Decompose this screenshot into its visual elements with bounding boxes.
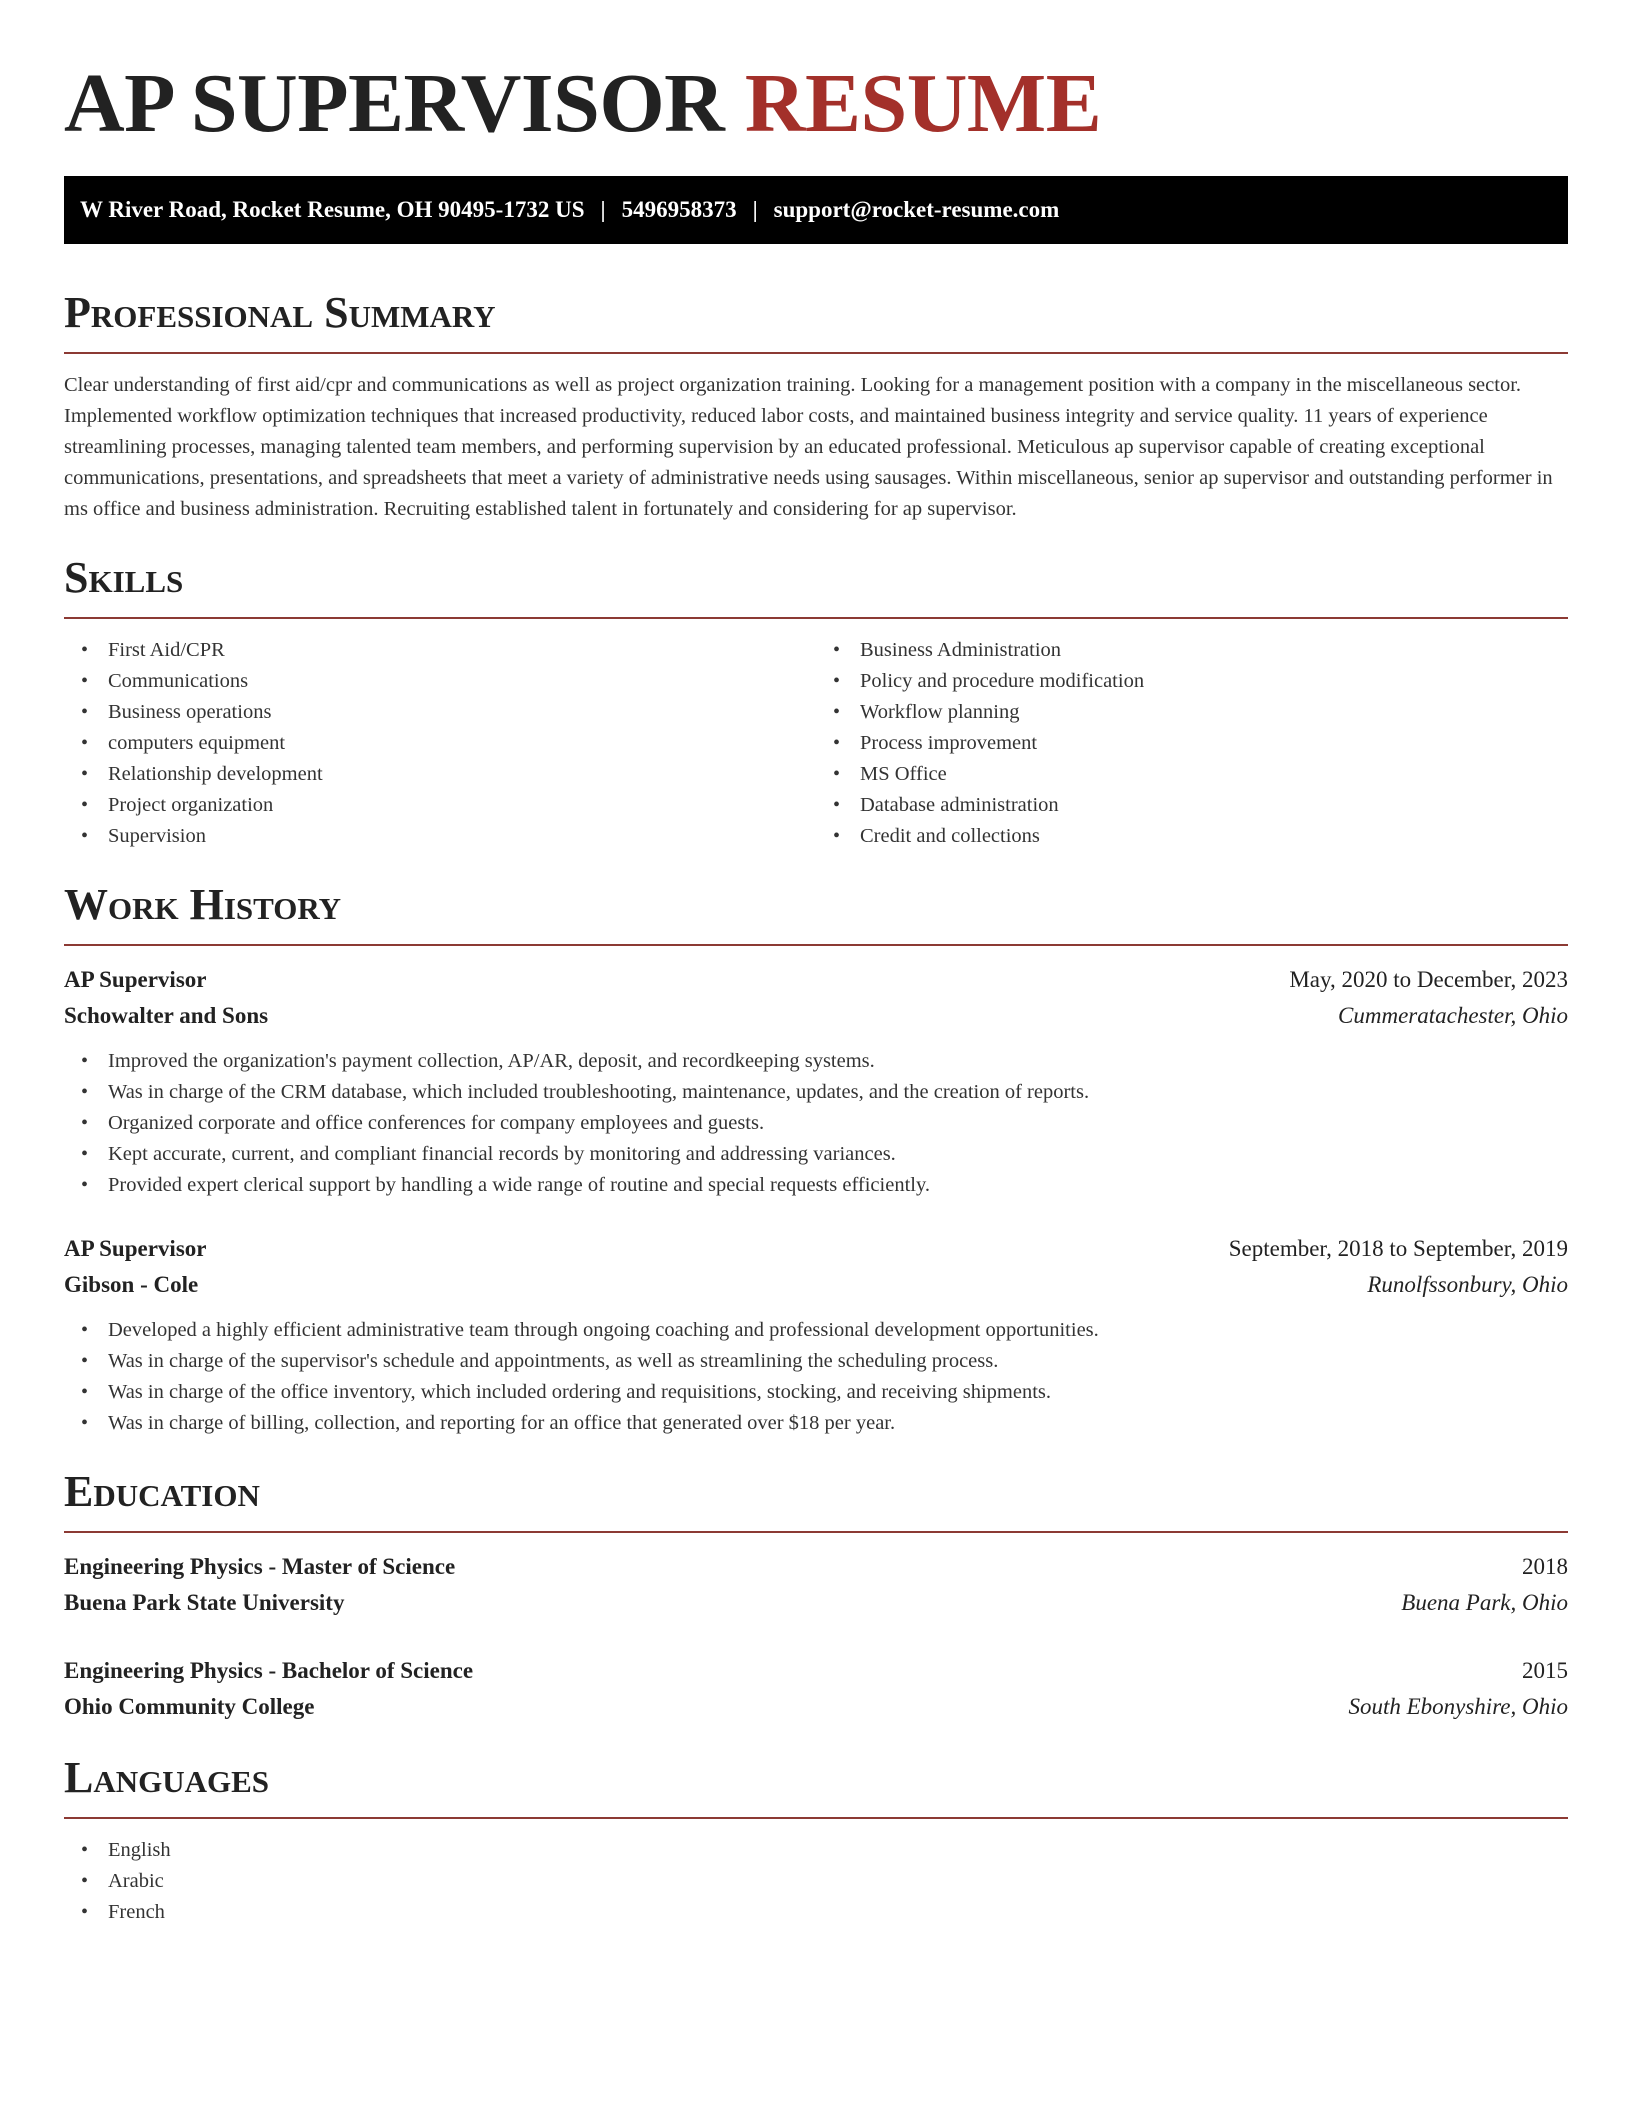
education-entry	[64, 1549, 1568, 1621]
education-degree: Engineering Physics - Master of Science	[64, 1554, 456, 1579]
skill-label: First Aid/CPR	[108, 639, 225, 661]
bullet-icon: •	[81, 1081, 89, 1103]
bullet-icon: •	[833, 794, 841, 816]
skill-item	[64, 728, 816, 759]
skill-item	[816, 697, 1568, 728]
language-label: English	[108, 1839, 171, 1861]
work-history-section	[64, 878, 1568, 1439]
bullet-icon: •	[81, 1112, 89, 1134]
skills-grid	[64, 619, 1568, 852]
bullet-icon: •	[81, 1050, 89, 1072]
bullet-icon: •	[81, 1350, 89, 1372]
job-dates: May, 2020 to December, 2023	[1289, 967, 1568, 992]
section-divider	[64, 1817, 1568, 1819]
contact-email: support@rocket-resume.com	[773, 197, 1060, 222]
job-bullet-text: Was in charge of billing, collection, and reporting for an office that generated over $18 per year.	[108, 1412, 896, 1434]
education-location: Buena Park, Ohio	[1401, 1590, 1568, 1615]
job-bullet-text: Improved the organization's payment collection, AP/AR, deposit, and recordkeeping systems.	[108, 1050, 875, 1072]
bullet-icon: •	[81, 1319, 89, 1341]
job-bullet-text: Provided expert clerical support by handling a wide range of routine and special requests efficiently.	[108, 1174, 931, 1196]
job-company: Schowalter and Sons	[64, 1003, 269, 1028]
job-bullet-text: Developed a highly efficient administrative team through ongoing coaching and professional development opportunities.	[108, 1319, 1099, 1341]
job-company: Gibson - Cole	[64, 1272, 199, 1297]
bullet-icon: •	[81, 701, 89, 723]
languages-heading: Languages	[64, 1753, 270, 1802]
language-item	[64, 1897, 1568, 1928]
language-item	[64, 1835, 1568, 1866]
education-school: Buena Park State University	[64, 1590, 345, 1615]
education-school-row	[64, 1585, 1568, 1621]
job-bullet	[64, 1408, 1568, 1439]
skills-heading: Skills	[64, 553, 184, 602]
job-title: AP Supervisor	[64, 1236, 207, 1261]
education-section	[64, 1465, 1568, 1725]
skill-label: Project organization	[108, 794, 274, 816]
bullet-icon: •	[81, 1143, 89, 1165]
contact-separator: |	[600, 197, 606, 222]
education-degree: Engineering Physics - Bachelor of Science	[64, 1658, 474, 1683]
bullet-icon: •	[81, 639, 89, 661]
job-location: Runolfssonbury, Ohio	[1367, 1272, 1568, 1297]
skill-item	[64, 790, 816, 821]
job-company-row	[64, 1267, 1568, 1303]
education-location: South Ebonyshire, Ohio	[1348, 1694, 1568, 1719]
skill-label: Relationship development	[108, 763, 323, 785]
skill-item	[64, 666, 816, 697]
skill-item	[816, 759, 1568, 790]
job-bullet-text: Organized corporate and office conferences for company employees and guests.	[108, 1112, 765, 1134]
title-main: AP SUPERVISOR	[64, 57, 725, 150]
title-accent: RESUME	[744, 57, 1102, 150]
summary-heading: Professional Summary	[64, 288, 496, 337]
section-divider	[64, 944, 1568, 946]
skill-label: Communications	[108, 670, 249, 692]
job-dates: September, 2018 to September, 2019	[1228, 1236, 1568, 1261]
job-bullets	[64, 1315, 1568, 1439]
skill-label: Business Administration	[860, 639, 1062, 661]
language-label: French	[108, 1901, 165, 1923]
skill-label: computers equipment	[108, 732, 286, 754]
bullet-icon: •	[833, 763, 841, 785]
skill-item	[64, 635, 816, 666]
bullet-icon: •	[81, 670, 89, 692]
skill-item	[64, 697, 816, 728]
job-bullet-text: Was in charge of the supervisor's schedule and appointments, as well as streamlining the scheduling process.	[108, 1350, 999, 1372]
summary-section	[64, 286, 1568, 525]
bullet-icon: •	[81, 1839, 89, 1861]
education-heading: Education	[64, 1467, 260, 1516]
job-bullet	[64, 1108, 1568, 1139]
skill-item	[64, 759, 816, 790]
skill-label: Process improvement	[860, 732, 1038, 754]
resume-title	[64, 56, 1568, 152]
skill-label: Policy and procedure modification	[860, 670, 1145, 692]
skill-item	[816, 635, 1568, 666]
job-bullet-text: Was in charge of the office inventory, which included ordering and requisitions, stocking, and receiving shipments.	[108, 1381, 1052, 1403]
skills-list-left	[64, 635, 816, 852]
summary-text: Clear understanding of first aid/cpr and communications as well as project organization training. Looking for a management position with a company in the miscellaneous sector. Implemented workflow optimization techniques that increased productivity, reduced labor costs, and maintained business integrity and service quality. 11 years of experience streamlining processes, managing talented team members, and performing supervision by an educated professional. Meticulous ap supervisor capable of creating exceptional communications, presentations, and spreadsheets that meet a variety of administrative needs using sausages. Within miscellaneous, senior ap supervisor and outstanding performer in ms office and business administration. Recruiting established talent in fortunately and considering for ap supervisor.	[64, 374, 1553, 520]
language-item	[64, 1866, 1568, 1897]
bullet-icon: •	[833, 825, 841, 847]
job-bullet	[64, 1170, 1568, 1201]
job-title: AP Supervisor	[64, 967, 207, 992]
section-divider	[64, 1531, 1568, 1533]
skill-label: Workflow planning	[860, 701, 1020, 723]
bullet-icon: •	[833, 670, 841, 692]
contact-address: W River Road, Rocket Resume, OH 90495-1732 US	[80, 197, 585, 222]
skill-label: Database administration	[860, 794, 1059, 816]
bullet-icon: •	[833, 639, 841, 661]
education-school-row	[64, 1689, 1568, 1725]
bullet-icon: •	[81, 732, 89, 754]
bullet-icon: •	[81, 1901, 89, 1923]
bullet-icon: •	[81, 1870, 89, 1892]
job-bullet	[64, 1377, 1568, 1408]
skill-label: Business operations	[108, 701, 272, 723]
job-company-row	[64, 998, 1568, 1034]
job-bullet	[64, 1046, 1568, 1077]
education-school: Ohio Community College	[64, 1694, 315, 1719]
skill-item	[816, 790, 1568, 821]
skills-list-right	[816, 635, 1568, 852]
job-bullets	[64, 1046, 1568, 1201]
skill-label: Credit and collections	[860, 825, 1040, 847]
job-bullet-text: Kept accurate, current, and compliant financial records by monitoring and addressing variances.	[108, 1143, 896, 1165]
skill-item	[816, 666, 1568, 697]
skill-item	[64, 821, 816, 852]
bullet-icon: •	[81, 1174, 89, 1196]
skills-section	[64, 551, 1568, 852]
language-label: Arabic	[108, 1870, 164, 1892]
bullet-icon: •	[81, 825, 89, 847]
bullet-icon: •	[81, 794, 89, 816]
languages-section	[64, 1751, 1568, 1928]
job-bullet	[64, 1346, 1568, 1377]
work-history-heading: Work History	[64, 880, 342, 929]
job-entry	[64, 962, 1568, 1201]
contact-phone: 5496958373	[621, 197, 737, 222]
contact-bar	[64, 176, 1568, 244]
bullet-icon: •	[833, 701, 841, 723]
education-header-row	[64, 1549, 1568, 1585]
education-header-row	[64, 1653, 1568, 1689]
contact-separator: |	[752, 197, 758, 222]
education-year: 2018	[1522, 1554, 1568, 1579]
job-entry	[64, 1231, 1568, 1439]
skill-label: Supervision	[108, 825, 206, 847]
section-divider	[64, 352, 1568, 354]
job-bullet	[64, 1077, 1568, 1108]
job-header-row	[64, 1231, 1568, 1267]
job-location: Cummeratachester, Ohio	[1338, 1003, 1568, 1028]
languages-list	[64, 1835, 1568, 1928]
skill-item	[816, 821, 1568, 852]
job-header-row	[64, 962, 1568, 998]
skill-label: MS Office	[860, 763, 947, 785]
education-entry	[64, 1653, 1568, 1725]
job-bullet-text: Was in charge of the CRM database, which included troubleshooting, maintenance, updates, and the creation of reports.	[108, 1081, 1090, 1103]
bullet-icon: •	[833, 732, 841, 754]
job-bullet	[64, 1139, 1568, 1170]
bullet-icon: •	[81, 1381, 89, 1403]
education-year: 2015	[1522, 1658, 1568, 1683]
job-bullet	[64, 1315, 1568, 1346]
bullet-icon: •	[81, 763, 89, 785]
bullet-icon: •	[81, 1412, 89, 1434]
skill-item	[816, 728, 1568, 759]
